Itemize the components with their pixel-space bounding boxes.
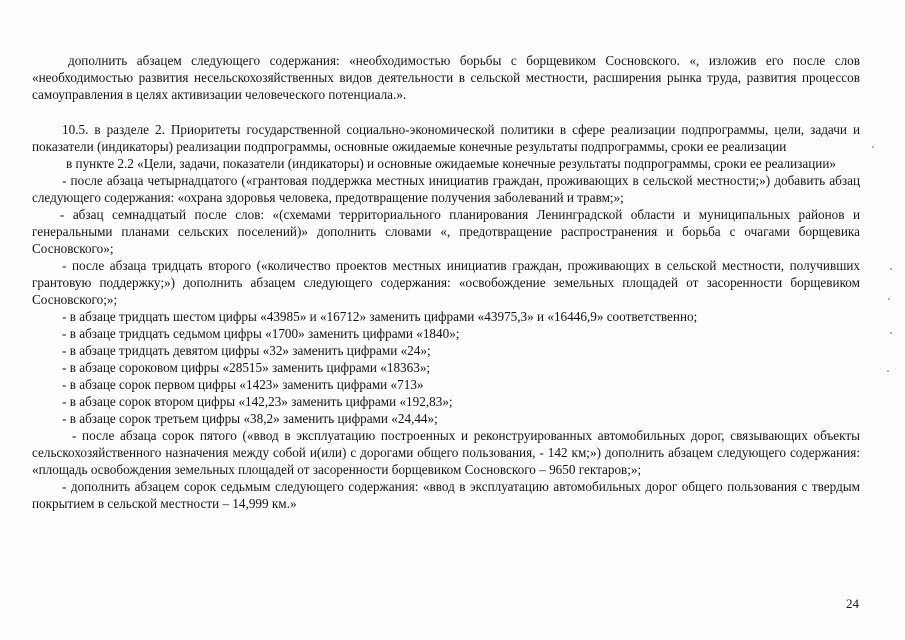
list-item-40: - в абзаце сороковом цифры «28515» заменить цифрами «18363»; [62,360,431,375]
paragraph-addition-borshchevik: дополнить абзацем следующего содержания: «необходимостью борьбы с борщевиком Сосновского. «, изложив его после слов «необходимостью развития несельскохозяйственных видов деятельности в сельской местности, расширения рынка труда, развития процессов самоуправления в целях активизации человеческого потенциала.». [32,53,860,102]
paragraph-point-2-2: в пункте 2.2 «Цели, задачи, показатели (индикаторы) и основные ожидаемые конечные результаты подпрограммы, сроки ее реализации» [66,156,837,171]
paragraph-17: - абзац семнадцатый после слов: «(схемами территориального планирования Ленинградской области и муниципальных районов и генеральными планами сельских поселений)» дополнить словами «, предотвращение распространения и борьба с очагами борщевика Сосновского»; [32,207,860,256]
paragraph-section-10-5: 10.5. в разделе 2. Приоритеты государственной социально-экономической политики в сфере реализации подпрограммы, цели, задачи и показатели (индикаторы) реализации подпрограммы, основные ожидаемые конечные результаты подпрограммы, сроки ее реализации [32,122,860,154]
list-item-41: - в абзаце сорок первом цифры «1423» заменить цифрами «713» [62,377,424,392]
page-number: 24 [846,596,859,611]
scan-speck [890,332,892,334]
paragraph-after-45: - после абзаца сорок пятого («ввод в эксплуатацию построенных и реконструированных автомобильных дорог, связывающих объекты сельскохозяйственного назначения между собой и(или) с дорогами общего пользования, - 142 км;») дополнить абзацем следующего содержания: «площадь освобождения земельных площадей от засоренности борщевиком Сосновского – 9650 гектаров;»; [32,428,860,477]
scan-speck [872,146,874,148]
paragraph-after-32: - после абзаца тридцать второго («количество проектов местных инициатив граждан, проживающих в сельской местности, получивших грантовую поддержку;») дополнить абзацем следующего содержания: «освобождение земельных площадей от засоренности борщевиком Сосновского;»; [32,258,860,307]
list-item-42: - в абзаце сорок втором цифры «142,23» заменить цифрами «192,83»; [62,394,453,409]
list-item-43: - в абзаце сорок третьем цифры «38,2» заменить цифрами «24,44»; [62,411,438,426]
document-body [32,52,860,512]
scan-speck [890,268,892,270]
paragraph-spacer [32,103,860,121]
list-item-37: - в абзаце тридцать седьмом цифры «1700» заменить цифрами «1840»; [62,326,460,341]
scan-speck [888,298,890,300]
scan-speck [887,370,889,372]
paragraph-47: - дополнить абзацем сорок седьмым следующего содержания: «ввод в эксплуатацию автомобильных дорог общего пользования с твердым покрытием в сельской местности – 14,999 км.» [32,479,860,511]
list-item-39: - в абзаце тридцать девятом цифры «32» заменить цифрами «24»; [62,343,431,358]
list-item-36: - в абзаце тридцать шестом цифры «43985» и «16712» заменить цифрами «43975,3» и «16446,9» соответственно; [62,309,698,324]
paragraph-after-14: - после абзаца четырнадцатого («грантовая поддержка местных инициатив граждан, проживающих в сельской местности;») добавить абзац следующего содержания: «охрана здоровья человека, предотвращение получения заболеваний и травм;»; [32,173,860,205]
